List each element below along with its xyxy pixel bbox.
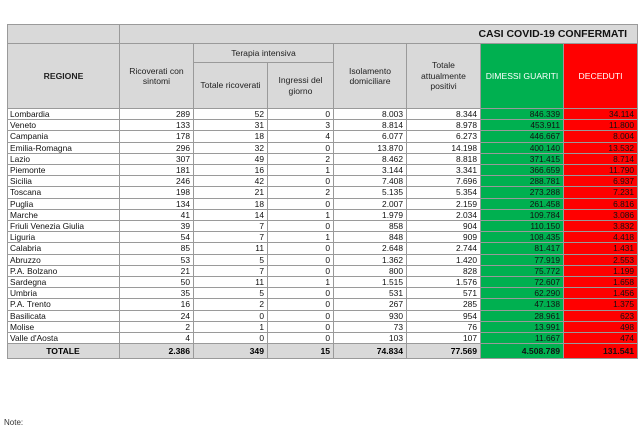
isolamento-cell: 103: [334, 333, 407, 344]
totale-ricoverati-cell: 7: [194, 221, 268, 232]
table-row: [8, 142, 638, 153]
isolamento-cell: 800: [334, 265, 407, 276]
totale-ricoverati-cell: 349: [194, 344, 268, 359]
ingressi-column-header: Ingressi del giorno: [268, 63, 334, 109]
isolamento-cell: 6.077: [334, 131, 407, 142]
table-row: [8, 243, 638, 254]
deceduti-cell: 34.114: [564, 109, 638, 120]
dimessi-cell: 273.288: [481, 187, 564, 198]
region-cell: Molise: [8, 321, 120, 332]
deceduti-cell: 8.004: [564, 131, 638, 142]
ricoverati-cell: 41: [120, 209, 194, 220]
isolamento-cell: 3.144: [334, 165, 407, 176]
dimessi-cell: 28.961: [481, 310, 564, 321]
dimessi-cell: 75.772: [481, 265, 564, 276]
dimessi-cell: 81.417: [481, 243, 564, 254]
deceduti-cell: 3.832: [564, 221, 638, 232]
region-cell: Umbria: [8, 288, 120, 299]
table-row: [8, 221, 638, 232]
dimessi-cell: 13.991: [481, 321, 564, 332]
isolamento-cell: 858: [334, 221, 407, 232]
ricoverati-cell: 4: [120, 333, 194, 344]
ingressi-cell: 0: [268, 288, 334, 299]
dimessi-cell: 11.667: [481, 333, 564, 344]
positivi-cell: 8.818: [407, 153, 481, 164]
ricoverati-cell: 296: [120, 142, 194, 153]
covid-table-container: [7, 24, 638, 359]
region-cell: TOTALE: [8, 344, 120, 359]
deceduti-cell: 8.714: [564, 153, 638, 164]
positivi-cell: 14.198: [407, 142, 481, 153]
positivi-column-header: Totale attualmente positivi: [407, 44, 481, 109]
dimessi-cell: 846.339: [481, 109, 564, 120]
totale-ricoverati-cell: 18: [194, 198, 268, 209]
ingressi-cell: 1: [268, 165, 334, 176]
ingressi-cell: 4: [268, 131, 334, 142]
isolamento-cell: 8.003: [334, 109, 407, 120]
region-cell: Calabria: [8, 243, 120, 254]
table-row: [8, 153, 638, 164]
totale-ricoverati-cell: 0: [194, 310, 268, 321]
table-title: CASI COVID-19 CONFERMATI: [120, 25, 638, 44]
positivi-cell: 107: [407, 333, 481, 344]
ingressi-cell: 0: [268, 333, 334, 344]
positivi-cell: 904: [407, 221, 481, 232]
isolamento-cell: 267: [334, 299, 407, 310]
isolamento-cell: 848: [334, 232, 407, 243]
ricoverati-cell: 21: [120, 265, 194, 276]
deceduti-cell: 7.231: [564, 187, 638, 198]
isolamento-cell: 7.408: [334, 176, 407, 187]
region-cell: P.A. Trento: [8, 299, 120, 310]
totale-ricoverati-cell: 0: [194, 333, 268, 344]
ingressi-cell: 0: [268, 254, 334, 265]
table-row: [8, 131, 638, 142]
ingressi-cell: 0: [268, 142, 334, 153]
ingressi-cell: 1: [268, 232, 334, 243]
totale-ricoverati-cell: 1: [194, 321, 268, 332]
table-body: [8, 109, 638, 359]
region-header-top-cell: [8, 25, 120, 44]
region-cell: Friuli Venezia Giulia: [8, 221, 120, 232]
region-cell: Lombardia: [8, 109, 120, 120]
totale-ricoverati-cell: 21: [194, 187, 268, 198]
positivi-cell: 77.569: [407, 344, 481, 359]
positivi-cell: 2.034: [407, 209, 481, 220]
table-row: [8, 187, 638, 198]
ingressi-cell: 2: [268, 153, 334, 164]
region-cell: Campania: [8, 131, 120, 142]
totale-ricoverati-cell: 7: [194, 232, 268, 243]
table-row: [8, 109, 638, 120]
totale-ricoverati-cell: 11: [194, 243, 268, 254]
isolamento-cell: 2.648: [334, 243, 407, 254]
terapia-intensiva-group-header: Terapia intensiva: [194, 44, 334, 63]
ingressi-cell: 0: [268, 109, 334, 120]
ricoverati-cell: 24: [120, 310, 194, 321]
deceduti-cell: 131.541: [564, 344, 638, 359]
totale-ricoverati-cell: 18: [194, 131, 268, 142]
ingressi-cell: 3: [268, 120, 334, 131]
isolamento-cell: 930: [334, 310, 407, 321]
region-cell: Piemonte: [8, 165, 120, 176]
totale-ricoverati-cell: 2: [194, 299, 268, 310]
isolamento-cell: 1.979: [334, 209, 407, 220]
dimessi-column-header: DIMESSI GUARITI: [481, 44, 564, 109]
ingressi-cell: 0: [268, 321, 334, 332]
ingressi-cell: 1: [268, 209, 334, 220]
ricoverati-cell: 50: [120, 277, 194, 288]
ricoverati-cell: 54: [120, 232, 194, 243]
isolamento-cell: 2.007: [334, 198, 407, 209]
ricoverati-cell: 289: [120, 109, 194, 120]
ingressi-cell: 15: [268, 344, 334, 359]
ricoverati-cell: 39: [120, 221, 194, 232]
ricoverati-cell: 246: [120, 176, 194, 187]
ricoverati-cell: 16: [120, 299, 194, 310]
ingressi-cell: 0: [268, 265, 334, 276]
isolamento-cell: 1.362: [334, 254, 407, 265]
totale-ricoverati-column-header: Totale ricoverati: [194, 63, 268, 109]
totale-ricoverati-cell: 14: [194, 209, 268, 220]
region-cell: Liguria: [8, 232, 120, 243]
positivi-cell: 3.341: [407, 165, 481, 176]
total-row: [8, 344, 638, 359]
note-label: Note:: [4, 418, 24, 427]
ingressi-cell: 0: [268, 176, 334, 187]
ricoverati-cell: 2.386: [120, 344, 194, 359]
positivi-cell: 7.696: [407, 176, 481, 187]
table-row: [8, 254, 638, 265]
positivi-cell: 1.420: [407, 254, 481, 265]
region-cell: Marche: [8, 209, 120, 220]
table-row: [8, 310, 638, 321]
ricoverati-cell: 2: [120, 321, 194, 332]
deceduti-column-header: DECEDUTI: [564, 44, 638, 109]
positivi-cell: 6.273: [407, 131, 481, 142]
deceduti-cell: 1.375: [564, 299, 638, 310]
totale-ricoverati-cell: 42: [194, 176, 268, 187]
deceduti-cell: 1.658: [564, 277, 638, 288]
ricoverati-cell: 53: [120, 254, 194, 265]
positivi-cell: 8.344: [407, 109, 481, 120]
region-cell: Valle d'Aosta: [8, 333, 120, 344]
isolamento-cell: 74.834: [334, 344, 407, 359]
isolamento-cell: 8.462: [334, 153, 407, 164]
ingressi-cell: 1: [268, 277, 334, 288]
positivi-cell: 285: [407, 299, 481, 310]
region-cell: Toscana: [8, 187, 120, 198]
positivi-cell: 8.978: [407, 120, 481, 131]
dimessi-cell: 62.290: [481, 288, 564, 299]
region-cell: Abruzzo: [8, 254, 120, 265]
region-cell: Emilia-Romagna: [8, 142, 120, 153]
positivi-cell: 2.159: [407, 198, 481, 209]
dimessi-cell: 400.140: [481, 142, 564, 153]
table-row: [8, 299, 638, 310]
ingressi-cell: 2: [268, 187, 334, 198]
isolamento-cell: 73: [334, 321, 407, 332]
positivi-cell: 828: [407, 265, 481, 276]
ricoverati-column-header: Ricoverati con sintomi: [120, 44, 194, 109]
ricoverati-cell: 133: [120, 120, 194, 131]
table-row: [8, 288, 638, 299]
ricoverati-cell: 307: [120, 153, 194, 164]
totale-ricoverati-cell: 7: [194, 265, 268, 276]
dimessi-cell: 108.435: [481, 232, 564, 243]
ingressi-cell: 0: [268, 310, 334, 321]
ricoverati-cell: 178: [120, 131, 194, 142]
totale-ricoverati-cell: 52: [194, 109, 268, 120]
totale-ricoverati-cell: 31: [194, 120, 268, 131]
dimessi-cell: 110.150: [481, 221, 564, 232]
totale-ricoverati-cell: 5: [194, 288, 268, 299]
dimessi-cell: 446.667: [481, 131, 564, 142]
isolamento-cell: 13.870: [334, 142, 407, 153]
region-cell: Sardegna: [8, 277, 120, 288]
ricoverati-cell: 198: [120, 187, 194, 198]
table-row: [8, 333, 638, 344]
deceduti-cell: 1.456: [564, 288, 638, 299]
positivi-cell: 2.744: [407, 243, 481, 254]
ingressi-cell: 0: [268, 243, 334, 254]
positivi-cell: 5.354: [407, 187, 481, 198]
dimessi-cell: 261.458: [481, 198, 564, 209]
deceduti-cell: 498: [564, 321, 638, 332]
positivi-cell: 1.576: [407, 277, 481, 288]
positivi-cell: 954: [407, 310, 481, 321]
dimessi-cell: 77.919: [481, 254, 564, 265]
deceduti-cell: 6.937: [564, 176, 638, 187]
deceduti-cell: 1.431: [564, 243, 638, 254]
dimessi-cell: 72.607: [481, 277, 564, 288]
ricoverati-cell: 85: [120, 243, 194, 254]
dimessi-cell: 109.784: [481, 209, 564, 220]
table-row: [8, 165, 638, 176]
table-row: [8, 277, 638, 288]
isolamento-column-header: Isolamento domiciliare: [334, 44, 407, 109]
ricoverati-cell: 35: [120, 288, 194, 299]
deceduti-cell: 4.418: [564, 232, 638, 243]
table-row: [8, 232, 638, 243]
positivi-cell: 909: [407, 232, 481, 243]
positivi-cell: 76: [407, 321, 481, 332]
region-cell: Puglia: [8, 198, 120, 209]
dimessi-cell: 366.659: [481, 165, 564, 176]
deceduti-cell: 11.790: [564, 165, 638, 176]
totale-ricoverati-cell: 16: [194, 165, 268, 176]
dimessi-cell: 288.781: [481, 176, 564, 187]
table-row: [8, 265, 638, 276]
totale-ricoverati-cell: 32: [194, 142, 268, 153]
table-row: [8, 209, 638, 220]
deceduti-cell: 6.816: [564, 198, 638, 209]
deceduti-cell: 2.553: [564, 254, 638, 265]
region-cell: Sicilia: [8, 176, 120, 187]
isolamento-cell: 5.135: [334, 187, 407, 198]
table-row: [8, 176, 638, 187]
table-row: [8, 198, 638, 209]
deceduti-cell: 11.800: [564, 120, 638, 131]
deceduti-cell: 13.532: [564, 142, 638, 153]
table-row: [8, 321, 638, 332]
totale-ricoverati-cell: 49: [194, 153, 268, 164]
totale-ricoverati-cell: 5: [194, 254, 268, 265]
isolamento-cell: 531: [334, 288, 407, 299]
dimessi-cell: 47.138: [481, 299, 564, 310]
isolamento-cell: 1.515: [334, 277, 407, 288]
positivi-cell: 571: [407, 288, 481, 299]
ingressi-cell: 0: [268, 299, 334, 310]
dimessi-cell: 371.415: [481, 153, 564, 164]
table-row: [8, 120, 638, 131]
ricoverati-cell: 181: [120, 165, 194, 176]
isolamento-cell: 8.814: [334, 120, 407, 131]
totale-ricoverati-cell: 11: [194, 277, 268, 288]
deceduti-cell: 623: [564, 310, 638, 321]
deceduti-cell: 3.086: [564, 209, 638, 220]
region-cell: P.A. Bolzano: [8, 265, 120, 276]
region-cell: Veneto: [8, 120, 120, 131]
region-cell: Basilicata: [8, 310, 120, 321]
region-column-header: REGIONE: [8, 44, 120, 109]
ricoverati-cell: 134: [120, 198, 194, 209]
deceduti-cell: 474: [564, 333, 638, 344]
dimessi-cell: 453.911: [481, 120, 564, 131]
deceduti-cell: 1.199: [564, 265, 638, 276]
ingressi-cell: 0: [268, 198, 334, 209]
covid-cases-table: [7, 24, 638, 359]
ingressi-cell: 0: [268, 221, 334, 232]
dimessi-cell: 4.508.789: [481, 344, 564, 359]
region-cell: Lazio: [8, 153, 120, 164]
